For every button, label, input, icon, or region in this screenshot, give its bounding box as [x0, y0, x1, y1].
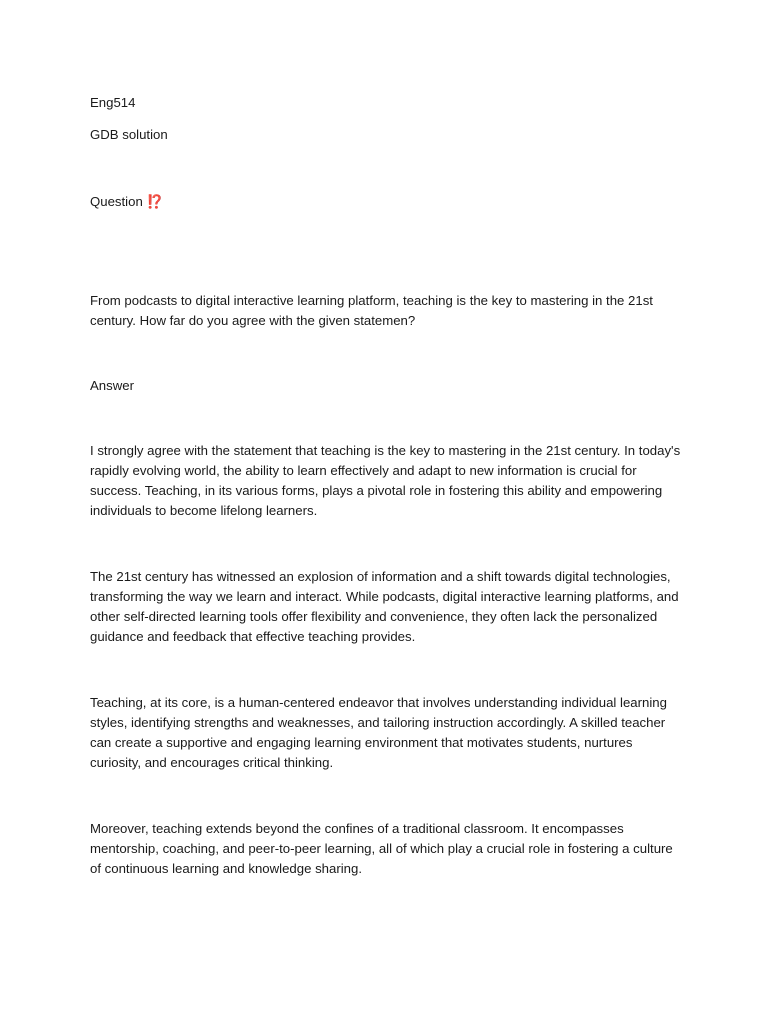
course-code: Eng514: [90, 95, 136, 110]
question-label: Question ⁉️: [90, 194, 163, 209]
answer-label: Answer: [90, 378, 134, 393]
answer-paragraph-1: I strongly agree with the statement that teaching is the key to mastering in the 21st century. In today's rapidly evolving world, the ability to learn effectively and adapt to new information is crucial for success. Teaching, in its various forms, plays a pivotal role in fostering this ability and empowering individuals to become lifelong learners.: [90, 443, 681, 518]
document-type: GDB solution: [90, 127, 168, 142]
answer-paragraph-2: The 21st century has witnessed an explosion of information and a shift towards digital technologies, transforming the way we learn and interact. While podcasts, digital interactive learning platforms, and other self-directed learning tools offer flexibility and convenience, they often lack the personalized guidance and feedback that effective teaching provides.: [90, 569, 679, 644]
question-text: From podcasts to digital interactive learning platform, teaching is the key to mastering in the 21st century. How far do you agree with the given statemen?: [90, 293, 653, 328]
answer-paragraph-3: Teaching, at its core, is a human-centered endeavor that involves understanding individual learning styles, identifying strengths and weaknesses, and tailoring instruction accordingly. A skilled teacher can create a supportive and engaging learning environment that motivates students, nurtures curiosity, and encourages critical thinking.: [90, 695, 667, 770]
answer-paragraph-4: Moreover, teaching extends beyond the confines of a traditional classroom. It encompasses mentorship, coaching, and peer-to-peer learning, all of which play a crucial role in fostering a culture of continuous learning and knowledge sharing.: [90, 821, 673, 876]
